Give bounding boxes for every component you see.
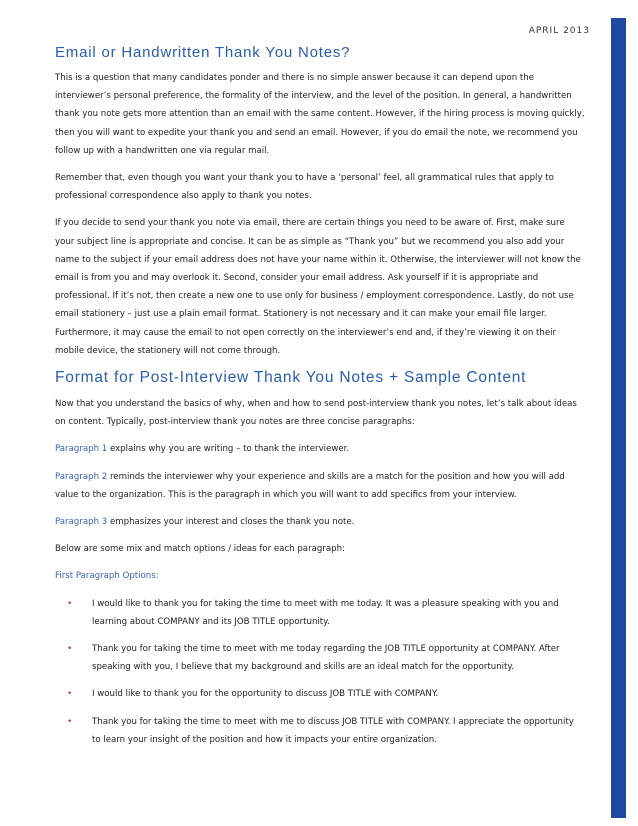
bullet-icon: • bbox=[67, 689, 73, 700]
list-item-text: Thank you for taking the time to meet with me today regarding the JOB TITLE opportunity at COMPANY. After speaking with you, I believe that my background and skills are an ideal match for the opportunity. bbox=[92, 644, 560, 673]
paragraph-2-label: Paragraph 2 bbox=[55, 471, 108, 482]
paragraph-3-text: emphasizes your interest and closes the thank you note. bbox=[107, 517, 355, 528]
paragraph-1-text: explains why you are writing – to thank the interviewer. bbox=[107, 444, 350, 455]
list-item bbox=[55, 595, 585, 631]
paragraph-3-label: Paragraph 3 bbox=[55, 517, 108, 528]
first-paragraph-options-list bbox=[55, 595, 585, 749]
list-item-text: I would like to thank you for taking the time to meet with me today. It was a pleasure speaking with you and learning about COMPANY and its JOB TITLE opportunity. bbox=[92, 598, 559, 627]
section1-paragraph: Remember that, even though you want your thank you to have a ‘personal’ feel, all grammatical rules that apply to professional correspondence also apply to thank you notes. bbox=[55, 173, 554, 202]
bullet-icon: • bbox=[67, 644, 73, 655]
options-intro: Below are some mix and match options / ideas for each paragraph: bbox=[55, 544, 345, 555]
bullet-icon: • bbox=[67, 598, 73, 609]
list-item bbox=[55, 685, 585, 703]
side-accent-bar bbox=[611, 18, 626, 818]
paragraph-2-text: reminds the interviewer why your experience and skills are a match for the position and how you will add value to the organization. This is the paragraph in which you will want to add specifics from your interview. bbox=[55, 471, 565, 500]
paragraph-1-description bbox=[55, 440, 585, 458]
section-format-title: Format for Post-Interview Thank You Notes + Sample Content bbox=[55, 369, 527, 387]
section1-paragraph: If you decide to send your thank you note via email, there are certain things you need to be aware of. First, make sure your subject line is appropriate and concise. It can be as simple as “Thank you” but we recommend you also add your name to the subject if your email address does not have your name within it. Otherwise, the interviewer will not know the email is from you and may overlook it. Second, consider your email address. Ask yourself if it is appropriate and professional. If it’s not, then create a new one to use only for business / employment correspondence. Lastly, do not use email stationery – just use a plain email format. Stationery is not necessary and it can make your email file larger. Furthermore, it may cause the email to not open correctly on the interviewer’s end and, if they’re viewing it on their mobile device, the stationery will not come through. bbox=[55, 218, 581, 356]
paragraph-1-label: Paragraph 1 bbox=[55, 444, 108, 455]
issue-date: APRIL 2013 bbox=[528, 26, 590, 36]
paragraph-2-description bbox=[55, 468, 585, 504]
document-body bbox=[55, 44, 585, 758]
list-item bbox=[55, 640, 585, 676]
section2-intro: Now that you understand the basics of why, when and how to send post-interview thank you notes, let’s talk about ideas on content. Typically, post-interview thank you notes are three concise paragraphs: bbox=[55, 399, 577, 428]
section1-paragraph: This is a question that many candidates ponder and there is no simple answer because it can depend upon the interviewer’s personal preference, the formality of the interview, and the level of the position. In general, a handwritten thank you note gets more attention than an email with the same content. However, if the hiring process is moving quickly, then you will want to expedite your thank you and send an email. However, if you do email the note, we recommend you follow up with a handwritten one via regular mail. bbox=[55, 73, 585, 156]
list-item-text: I would like to thank you for the opportunity to discuss JOB TITLE with COMPANY. bbox=[92, 689, 439, 700]
paragraph-3-description bbox=[55, 513, 585, 531]
list-item bbox=[55, 713, 585, 749]
section-email-handwritten-title: Email or Handwritten Thank You Notes? bbox=[55, 44, 351, 61]
bullet-icon: • bbox=[67, 716, 73, 727]
first-paragraph-options-label: First Paragraph Options: bbox=[55, 571, 159, 582]
list-item-text: Thank you for taking the time to meet with me to discuss JOB TITLE with COMPANY. I appreciate the opportunity to learn your insight of the position and how it impacts your entire organization. bbox=[92, 716, 574, 745]
